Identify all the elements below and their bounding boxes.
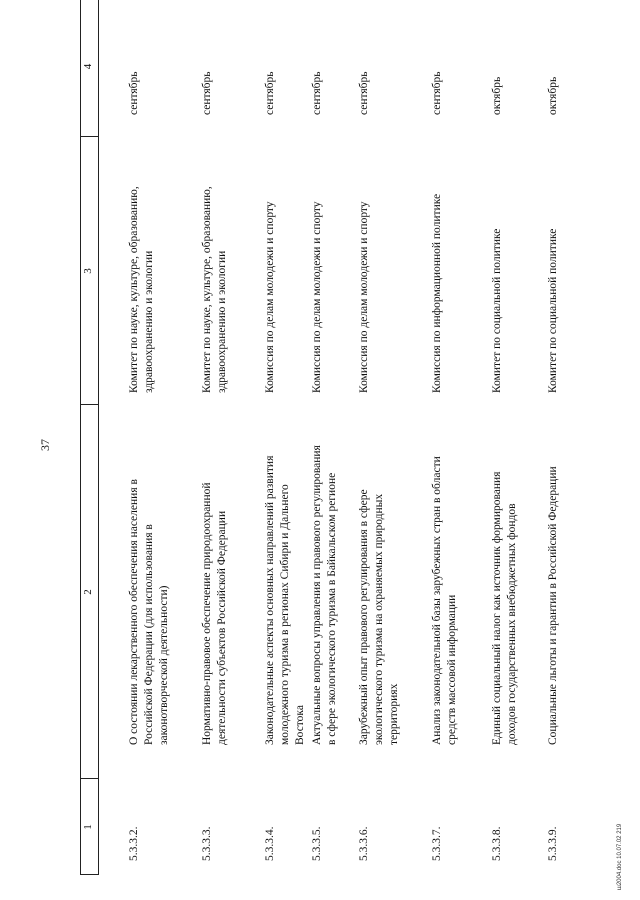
column-header-3: 3 [82,268,94,274]
header-bottom-border [98,0,99,875]
row-number: 5.3.3.9. [547,826,559,861]
row-responsible: Комиссия по делам молодежи и спорту [264,201,276,393]
row-title: Законодательные аспекты основных направлений развития молодежного туризма в регионах Сибири и Дальнего Востока [264,455,306,745]
row-responsible: Комитет по науке, культуре, образованию, здравоохранению и экологии [128,186,155,393]
row-title: Актуальные вопросы управления и правового регулирования в сфере экологического туризма в Байкальском регионе [311,445,338,745]
row-title: Нормативно-правовое обеспечение природоохранной деятельности субъектов Российской Федерации [201,482,228,745]
row-month: октябрь [491,76,503,115]
footer-file-code: ш2004.doc 10.07.02 219 [617,823,623,890]
row-month: сентябрь [431,71,443,115]
row-month: сентябрь [128,71,140,115]
row-responsible: Комиссия по информационной политике [431,193,443,393]
row-number: 5.3.3.5. [311,826,323,861]
column-header-1: 1 [82,824,94,830]
row-responsible: Комитет по социальной политике [547,228,559,393]
row-number: 5.3.3.7. [431,826,443,861]
row-responsible: Комиссия по делам молодежи и спорту [358,201,370,393]
row-responsible: Комитет по науке, культуре, образованию, здравоохранению и экологии [201,186,228,393]
page-number: 37 [38,439,52,451]
row-number: 5.3.3.4. [264,826,276,861]
row-month: сентябрь [311,71,323,115]
row-month: сентябрь [358,71,370,115]
row-title: Анализ законодательной базы зарубежных стран в области средств массовой информации [431,456,458,745]
row-number: 5.3.3.3. [201,826,213,861]
row-number: 5.3.3.2. [128,826,140,861]
row-title: Социальные льготы и гарантии в Российской Федерации [547,466,559,745]
row-responsible: Комитет по социальной политике [491,228,503,393]
row-number: 5.3.3.8. [491,826,503,861]
column-header-4: 4 [82,63,94,70]
row-month: октябрь [547,76,559,115]
row-title: Зарубежный опыт правового регулирования в сфере экологического туризма на охраняемых природных территориях [358,489,400,745]
row-title: О состоянии лекарственного обеспечения населения в Российской Федерации (для использования в законотворческой деятельности) [128,479,170,745]
row-month: сентябрь [264,71,276,115]
row-responsible: Комиссия по делам молодежи и спорту [311,201,323,393]
row-month: сентябрь [201,71,213,115]
row-title: Единый социальный налог как источник формирования доходов государственных внебюджетных фондов [491,471,518,745]
column-header-2: 2 [82,589,94,595]
table-top-border [80,0,81,875]
row-number: 5.3.3.6. [358,826,370,861]
